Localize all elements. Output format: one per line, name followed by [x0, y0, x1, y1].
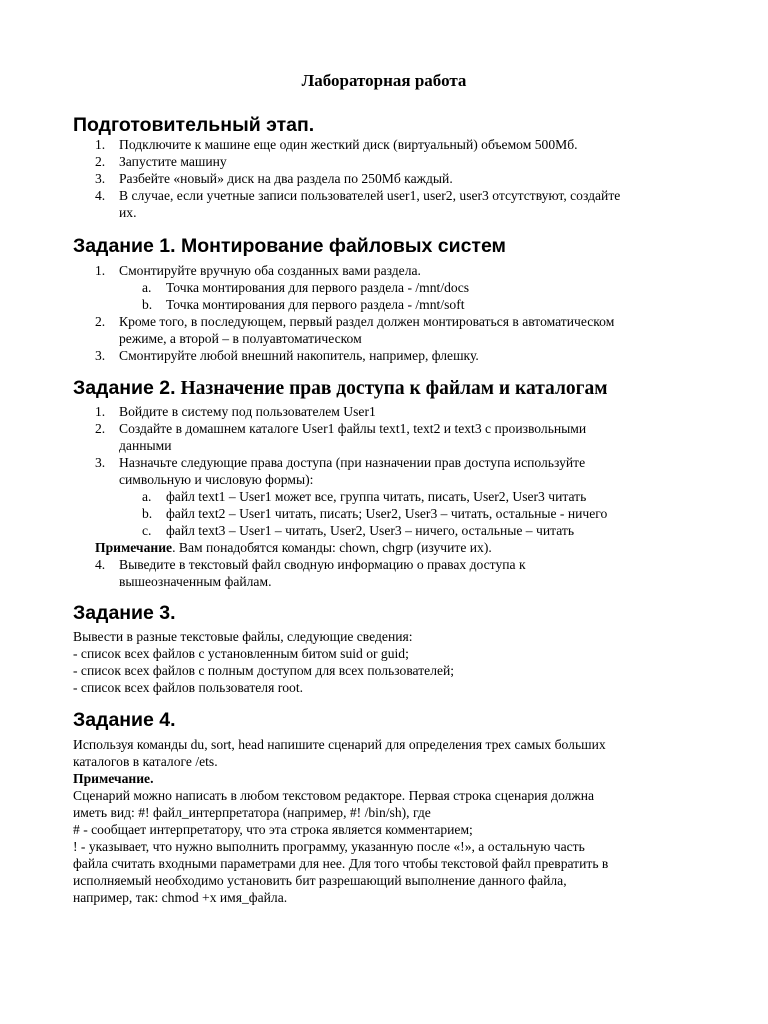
text-line: файла считать входными параметрами для нее. Для того чтобы текстовой файл превратить в [73, 856, 609, 871]
sub-list-letter: a. [142, 489, 152, 504]
list-text: Создайте в домашнем каталоге User1 файлы text1, text2 и text3 с произвольными [119, 421, 587, 436]
note-label: Примечание. [73, 771, 154, 786]
heading-task-2-prefix: Задание 2. [73, 377, 176, 399]
list-text: символьную и числовую формы): [119, 472, 314, 487]
text-line: ! - указывает, что нужно выполнить программу, указанную после «!», а остальную часть [73, 839, 585, 854]
sub-list-letter: a. [142, 280, 152, 295]
heading-task-2 [73, 376, 723, 401]
list-number: 4. [95, 188, 106, 203]
heading-task-3: Задание 3. [73, 602, 176, 624]
heading-task-1: Задание 1. Монтирование файловых систем [73, 235, 506, 257]
list-text: Разбейте «новый» диск на два раздела по 250Мб каждый. [119, 171, 453, 186]
heading-task-4: Задание 4. [73, 709, 176, 731]
sub-list-text: файл text2 – User1 читать, писать; User2, User3 – читать, остальные - ничего [166, 506, 608, 521]
text-line: - список всех файлов с полным доступом для всех пользователей; [73, 663, 455, 678]
list-number: 1. [95, 404, 106, 419]
sub-list-text: файл text3 – User1 – читать, User2, User3 – ничего, остальные – читать [166, 523, 575, 538]
list-number: 1. [95, 137, 106, 152]
sub-list-letter: c. [142, 523, 152, 538]
sub-list-text: Точка монтирования для первого раздела - /mnt/docs [166, 280, 470, 295]
note-label: Примечание [95, 540, 173, 555]
list-text: вышеозначенным файлам. [119, 574, 272, 589]
text-line: Вывести в разные текстовые файлы, следующие сведения: [73, 629, 413, 644]
list-text: их. [119, 205, 137, 220]
list-text: Войдите в систему под пользователем User1 [119, 404, 376, 419]
text-line: каталогов в каталоге /ets. [73, 754, 218, 769]
document-title: Лабораторная работа [301, 71, 467, 90]
list-text: режиме, а второй – в полуавтоматическом [119, 331, 362, 346]
note-text: . Вам понадобятся команды: chown, chgrp (изучите их). [172, 540, 492, 555]
sub-list-text: Точка монтирования для первого раздела - /mnt/soft [166, 297, 465, 312]
list-number: 3. [95, 348, 106, 363]
text-line: - список всех файлов с установленным битом suid or guid; [73, 646, 409, 661]
list-text: Назначьте следующие права доступа (при назначении прав доступа используйте [119, 455, 586, 470]
list-number: 1. [95, 263, 106, 278]
list-number: 2. [95, 421, 106, 436]
list-text: В случае, если учетные записи пользователей user1, user2, user3 отсутствуют, создайте [119, 188, 621, 203]
list-number: 4. [95, 557, 106, 572]
text-line: например, так: chmod +x имя_файла. [73, 890, 288, 905]
note-line [95, 539, 492, 556]
list-text: Подключите к машине еще один жесткий диск (виртуальный) объемом 500Мб. [119, 137, 578, 152]
text-line: Сценарий можно написать в любом текстовом редакторе. Первая строка сценария должна [73, 788, 595, 803]
heading-preparation: Подготовительный этап. [73, 114, 315, 136]
list-text: Смонтируйте вручную оба созданных вами раздела. [119, 263, 421, 278]
sub-list-letter: b. [142, 506, 153, 521]
text-line: исполняемый необходимо установить бит разрешающий выполнение данного файла, [73, 873, 567, 888]
heading-task-2-title: Назначение прав доступа к файлам и каталогам [175, 378, 608, 399]
list-text: данными [119, 438, 172, 453]
list-number: 3. [95, 171, 106, 186]
sub-list-letter: b. [142, 297, 153, 312]
sub-list-text: файл text1 – User1 может все, группа читать, писать, User2, User3 читать [166, 489, 587, 504]
list-text: Запустите машину [119, 154, 227, 169]
list-number: 3. [95, 455, 106, 470]
text-line: - список всех файлов пользователя root. [73, 680, 304, 695]
list-number: 2. [95, 314, 106, 329]
list-text: Кроме того, в последующем, первый раздел должен монтироваться в автоматическом [119, 314, 615, 329]
list-text: Смонтируйте любой внешний накопитель, например, флешку. [119, 348, 479, 363]
text-line: иметь вид: #! файл_интерпретатора (например, #! /bin/sh), где [73, 805, 431, 820]
list-number: 2. [95, 154, 106, 169]
text-line: Используя команды du, sort, head напишите сценарий для определения трех самых больших [73, 737, 606, 752]
list-text: Выведите в текстовый файл сводную информацию о правах доступа к [119, 557, 526, 572]
text-line: # - сообщает интерпретатору, что эта строка является комментарием; [73, 822, 473, 837]
